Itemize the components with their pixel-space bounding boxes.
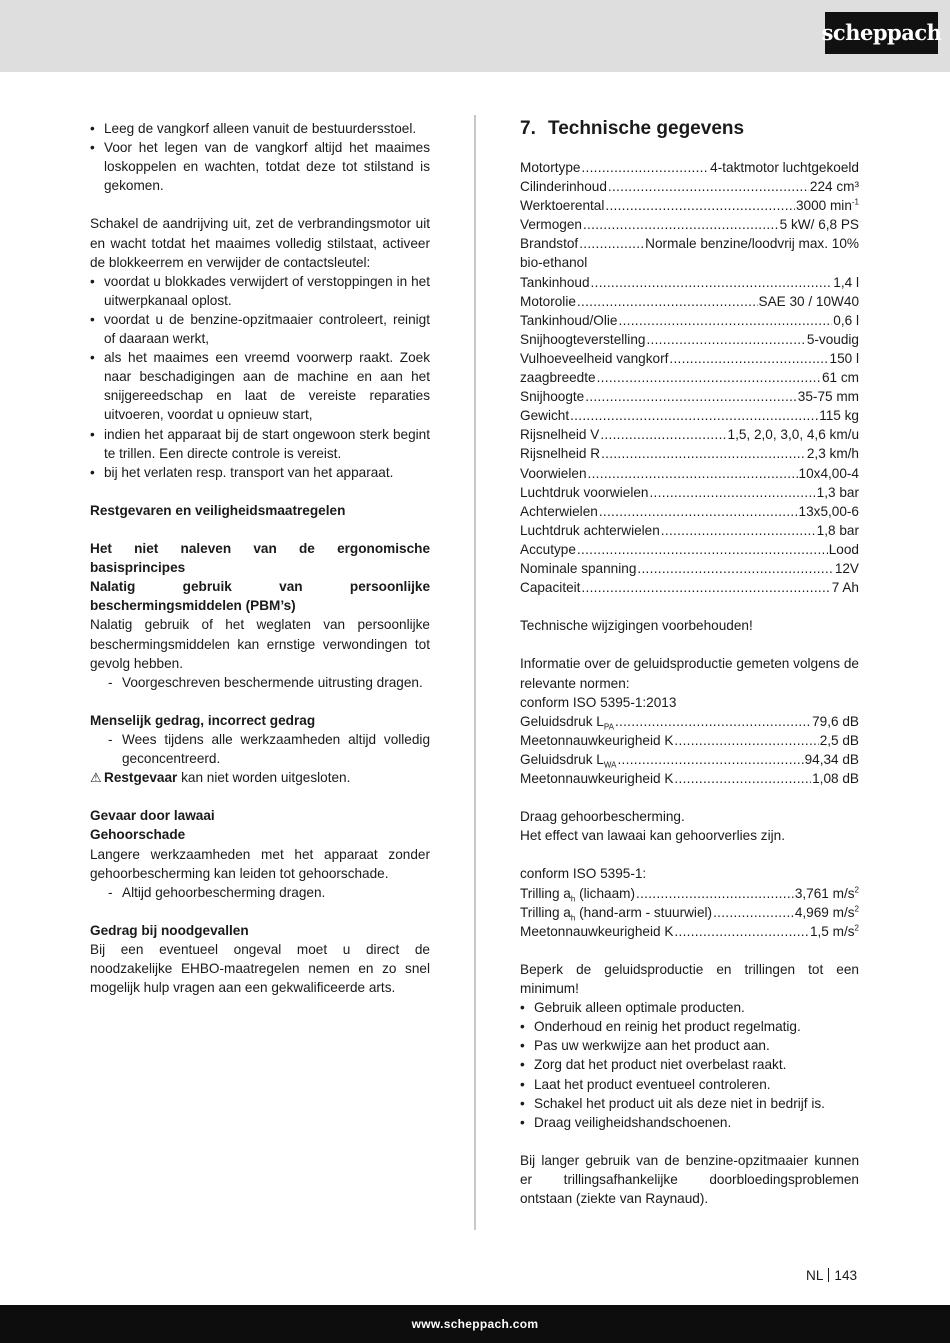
heading-ergonomie: Het niet naleven van de ergonomische basisprincipes <box>90 541 430 576</box>
spec-value: 3000 $\min^{-1}$ <box>795 197 859 214</box>
restgevaar-label: Restgevaar <box>104 770 178 786</box>
footer-bar <box>0 1305 950 1343</box>
spec-value: 12V <box>834 560 859 576</box>
bullet-list-situations <box>90 272 430 482</box>
bullet-list-limit <box>520 998 859 1132</box>
spec-value: 1,4 l <box>833 274 859 290</box>
spec-value: 115 kg <box>819 408 859 424</box>
spec-label: Vulhoeveelheid vangkorf <box>520 350 669 366</box>
paragraph-gehoorschade: Langere werkzaamheden met het apparaat zonder gehoorbescherming kan leiden tot gehoorschade. <box>90 846 430 881</box>
bullet-list-vangkorf <box>90 119 430 195</box>
spec-label: Luchtdruk achterwielen <box>520 522 660 538</box>
noise-row <box>520 731 859 750</box>
spec-row <box>520 540 859 559</box>
noise-value: 94,34 dB <box>804 751 859 767</box>
spec-label: zaagbreedte <box>520 370 596 386</box>
paragraph-pbm: Nalatig gebruik of het weglaten van persoonlijke beschermingsmiddelen kan ernstige verwondingen tot gevolg hebben. <box>90 617 430 671</box>
noise-row <box>520 769 859 788</box>
spec-label: Accutype <box>520 541 576 557</box>
page-number <box>806 1266 857 1285</box>
spec-label: Tankinhoud <box>520 274 590 290</box>
list-item: • Zorg dat het product niet overbelast raakt. <box>520 1055 859 1074</box>
spec-continuation: bio-ethanol <box>520 255 588 271</box>
warning-triangle-icon: ⚠ <box>90 770 102 786</box>
spec-value: 0,6 l <box>833 312 859 328</box>
page-number-value: 143 <box>834 1268 858 1283</box>
spec-row <box>520 234 859 253</box>
dash-list-gehoor <box>90 883 430 902</box>
spec-label: Rijsnelheid V <box>520 427 600 443</box>
noise-label: Meetonnauwkeurigheid K <box>520 732 674 748</box>
dash-list-mens <box>90 730 430 768</box>
heading-lawaai: Gevaar door lawaai <box>90 808 215 824</box>
spec-label: Vermogen <box>520 217 582 233</box>
spec-label: Nominale spanning <box>520 560 637 576</box>
page-language: NL <box>806 1268 824 1283</box>
list-item: • Laat het product eventueel controleren. <box>520 1075 859 1094</box>
hearing-protection-note: Draag gehoorbescherming. <box>520 809 685 825</box>
list-item: • Pas uw werkwijze aan het product aan. <box>520 1036 859 1055</box>
vibration-value: 3,761 $m/s^2$ <box>794 885 859 901</box>
spec-row <box>520 215 859 234</box>
noise-table <box>520 712 859 788</box>
spec-value: 35-75 mm <box>797 389 859 405</box>
spec-row <box>520 292 859 311</box>
spec-row <box>520 483 859 502</box>
vibration-standard: conform ISO 5395-1: <box>520 866 647 882</box>
spec-row <box>520 196 859 215</box>
list-item: • indien het apparaat bij de start ongewoon sterk begint te trillen. Een directe controle is vereist. <box>90 425 430 463</box>
spec-label: Werktoerental <box>520 198 605 214</box>
spec-label: Rijsnelheid R <box>520 446 601 462</box>
noise-value: 2,5 dB <box>819 732 859 748</box>
spec-row <box>520 368 859 387</box>
spec-row <box>520 425 859 444</box>
noise-row <box>520 750 859 769</box>
spec-label: Tankinhoud/Olie <box>520 312 618 328</box>
spec-row <box>520 521 859 540</box>
spec-row <box>520 387 859 406</box>
spec-label: Motorolie <box>520 293 576 309</box>
spec-row <box>520 177 859 196</box>
noise-value: 79,6 dB <box>812 713 859 729</box>
vibration-value: 1,5 $m/s^2$ <box>809 923 859 939</box>
heading-gehoorschade: Gehoorschade <box>90 827 186 843</box>
spec-row <box>520 444 859 463</box>
spec-value: 1,5, 2,0, 3,0, 4,6 km/u <box>727 427 859 443</box>
spec-value: 2,3 km/h <box>806 446 859 462</box>
list-item: • Draag veiligheidshandschoenen. <box>520 1113 859 1132</box>
section-title <box>520 119 859 138</box>
list-item: • Leeg de vangkorf alleen vanuit de bestuurdersstoel. <box>90 119 430 138</box>
spec-row <box>520 559 859 578</box>
heading-restgevaren: Restgevaren en veiligheidsmaatregelen <box>90 502 346 518</box>
spec-label: Snijhoogte <box>520 389 585 405</box>
spec-row <box>520 158 859 177</box>
footer-url[interactable]: www.scheppach.com <box>411 1317 539 1331</box>
list-item: • als het maaimes een vreemd voorwerp raakt. Zoek naar beschadigingen aan de machine en aan het snijgereedschap en laat de vereiste reparaties uitvoeren, voordat u opnieuw start, <box>90 348 430 424</box>
spec-row <box>520 330 859 349</box>
spec-row <box>520 406 859 425</box>
header-bar <box>0 0 950 72</box>
vibration-label: Trilling $a_h$ (lichaam) <box>520 885 635 904</box>
spec-row <box>520 578 859 597</box>
spec-value: 5 kW/ 6,8 PS <box>779 217 859 233</box>
column-divider <box>474 115 476 1230</box>
section-number: 7. <box>520 118 536 139</box>
spec-value: SAE 30 / 10W40 <box>758 293 859 309</box>
dash-list-pbm <box>90 673 430 692</box>
limit-intro: Beperk de geluidsproductie en trillingen tot een minimum! <box>520 961 859 997</box>
rpm-superscript: -1 <box>851 197 859 207</box>
spec-label: Capaciteit <box>520 580 581 596</box>
list-item: - Altijd gehoorbescherming dragen. <box>90 883 430 902</box>
spec-value: 1,3 bar <box>816 484 859 500</box>
hearing-loss-note: Het effect van lawaai kan gehoorverlies zijn. <box>520 828 785 844</box>
brand-logo: scheppach <box>825 12 938 54</box>
spec-label: Gewicht <box>520 408 570 424</box>
vibration-label: Trilling $a_h$ (hand-arm - stuurwiel) <box>520 904 713 923</box>
list-item: - Voorgeschreven beschermende uitrusting dragen. <box>90 673 430 692</box>
section-title-text: Technische gegevens <box>548 118 745 139</box>
spec-value: 224 cm³ <box>809 179 859 195</box>
right-column <box>520 119 859 1208</box>
list-item: • Gebruik alleen optimale producten. <box>520 998 859 1017</box>
spec-value: 7 Ah <box>831 580 859 596</box>
spec-label: Luchtdruk voorwielen <box>520 484 649 500</box>
restgevaar-line <box>90 768 430 787</box>
spec-value: Lood <box>828 541 859 557</box>
vibration-row <box>520 922 859 941</box>
heading-pbm: Nalatig gebruik van persoonlijke beschermingsmiddelen (PBM’s) <box>90 579 430 614</box>
noise-value: 1,08 dB <box>812 771 859 786</box>
technical-changes-note: Technische wijzigingen voorbehouden! <box>520 618 753 634</box>
spec-value: 5-voudig <box>806 331 859 347</box>
noise-row <box>520 712 859 731</box>
spec-value: Normale benzine/loodvrij max. 10% <box>645 236 859 252</box>
vibration-row <box>520 903 859 922</box>
spec-label: Brandstof <box>520 236 579 252</box>
noise-label: Geluidsdruk $L_{PA}$ <box>520 713 614 732</box>
spec-label: Achterwielen <box>520 503 598 519</box>
list-item: • voordat u blokkades verwijdert of verstoppingen in het uitwerpkanaal oplost. <box>90 272 430 310</box>
vibration-label: Meetonnauwkeurigheid K <box>520 923 674 939</box>
spec-label: Cilinderinhoud <box>520 179 607 195</box>
list-item: • Voor het legen van de vangkorf altijd het maaimes loskoppelen en wachten, totdat deze tot stilstand is gekomen. <box>90 138 430 195</box>
spec-label: Snijhoogteverstelling <box>520 331 646 347</box>
spec-value: 1,8 bar <box>816 522 859 538</box>
list-item: • voordat u de benzine-opzitmaaier controleert, reinigt of daaraan werkt, <box>90 310 430 348</box>
list-item: • Onderhoud en reinig het product regelmatig. <box>520 1017 859 1036</box>
spec-value: 13x5,00-6 <box>798 503 859 519</box>
spec-value: 61 cm <box>821 370 859 386</box>
spec-value: 4-taktmotor luchtgekoeld <box>710 160 859 175</box>
spec-row <box>520 349 859 368</box>
spec-row <box>520 464 859 483</box>
left-column <box>90 119 430 997</box>
list-item: • bij het verlaten resp. transport van het apparaat. <box>90 463 430 482</box>
spec-row <box>520 311 859 330</box>
list-item: - Wees tijdens alle werkzaamheden altijd volledig geconcentreerd. <box>90 730 430 768</box>
noise-label: Meetonnauwkeurigheid K <box>520 771 674 786</box>
spec-label: Motortype <box>520 160 581 175</box>
heading-noodgevallen: Gedrag bij noodgevallen <box>90 922 249 938</box>
raynaud-note: Bij langer gebruik van de benzine-opzitmaaier kunnen er trillingsafhankelijke doorbloedingsproblemen ontstaan (ziekte van Raynaud). <box>520 1152 859 1207</box>
vibration-table <box>520 884 859 941</box>
spec-value: 150 l <box>829 350 859 366</box>
noise-standard: conform ISO 5395-1:2013 <box>520 694 677 710</box>
spec-table <box>520 158 859 597</box>
vibration-row <box>520 884 859 903</box>
paragraph-noodgevallen: Bij een eventueel ongeval moet u direct de noodzakelijke EHBO-maatregelen nemen en zo snel mogelijk hulp vragen aan een gekwalificeerde arts. <box>90 942 430 996</box>
spec-value: 10x4,00-4 <box>798 465 859 481</box>
noise-intro: Informatie over de geluidsproductie gemeten volgens de relevante normen: <box>520 656 859 691</box>
spec-row <box>520 273 859 292</box>
spec-label: Voorwielen <box>520 465 587 481</box>
paragraph-aandrijving: Schakel de aandrijving uit, zet de verbrandingsmotor uit en wacht totdat het maaimes volledig stilstaat, activeer de blokkeerrem en verwijder de contactsleutel: <box>90 216 430 270</box>
spec-row <box>520 502 859 521</box>
list-item: • Schakel het product uit als deze niet in bedrijf is. <box>520 1094 859 1113</box>
vibration-value: 4,969 $m/s^2$ <box>794 904 859 920</box>
restgevaar-text: kan niet worden uitgesloten. <box>177 770 351 786</box>
heading-menselijk-gedrag: Menselijk gedrag, incorrect gedrag <box>90 712 316 728</box>
noise-label: Geluidsdruk $L_{WA}$ <box>520 751 617 770</box>
